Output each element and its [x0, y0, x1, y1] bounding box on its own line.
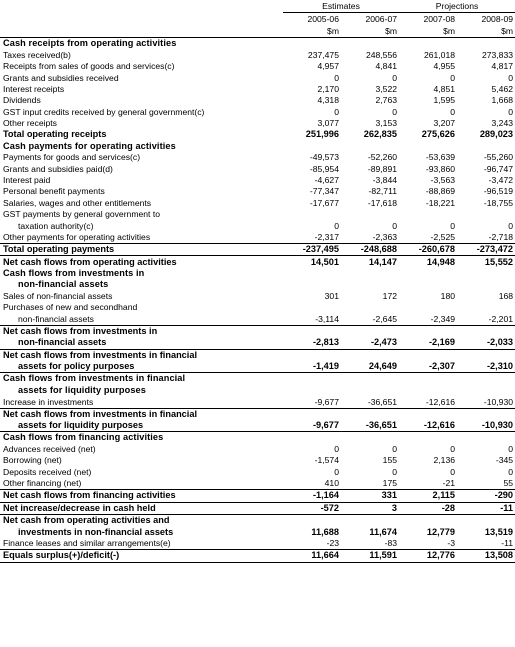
row-value: 3,243: [491, 118, 514, 129]
row-label: Personal benefit payments: [3, 186, 105, 197]
row-value: 0: [334, 220, 339, 231]
row-value: -10,930: [483, 396, 514, 407]
row-label: assets for policy purposes: [18, 361, 135, 372]
row-value: -12,616: [425, 396, 456, 407]
row-value: -21: [442, 478, 456, 489]
row-value: -96,519: [483, 186, 514, 197]
table-row: [0, 502, 515, 514]
row-value: -2,525: [430, 232, 456, 243]
row-label: Grants and subsidies received: [3, 72, 119, 83]
row-value: 11,674: [369, 526, 398, 537]
row-value: [457, 279, 515, 290]
unit-header-row: [0, 25, 515, 38]
row-label: non-financial assets: [18, 337, 107, 348]
row-value: 13,508: [457, 550, 515, 562]
table-row: [0, 420, 515, 432]
row-value: -52,260: [367, 152, 398, 163]
row-label: Purchases of new and secondhand: [3, 302, 138, 313]
row-value: [457, 515, 515, 527]
year-header: 2006-07: [365, 13, 398, 24]
row-value: -2,718: [488, 232, 514, 243]
row-value: [283, 408, 341, 420]
row-value: -93,860: [425, 163, 456, 174]
row-value: [399, 38, 457, 50]
row-value: -11: [457, 502, 515, 514]
table-row: [0, 220, 515, 231]
row-value: 3: [341, 502, 399, 514]
row-value: -12,616: [423, 419, 456, 430]
row-value: [341, 38, 399, 50]
row-value: -49,573: [309, 152, 339, 163]
row-label: Sales of non-financial assets: [3, 290, 113, 301]
row-value: -1,164: [283, 490, 341, 502]
row-label: Grants and subsidies paid(d): [3, 163, 113, 174]
header-blank: [0, 0, 283, 13]
row-value: [283, 209, 341, 220]
table-row: [0, 256, 515, 268]
table-row: [0, 515, 515, 527]
row-label: Other payments for operating activities: [3, 232, 151, 243]
row-label: Other financing (net): [3, 478, 82, 489]
row-value: 0: [508, 220, 514, 231]
row-value: [457, 38, 515, 50]
table-row: [0, 538, 515, 550]
row-label: GST input credits received by general government(c): [3, 106, 205, 117]
table-row: [0, 197, 515, 208]
row-value: -1,419: [312, 361, 339, 372]
row-value: 0: [392, 106, 398, 117]
row-value: [341, 385, 399, 396]
row-value: 5,462: [491, 83, 514, 94]
row-value: -572: [283, 502, 341, 514]
row-value: -2,310: [486, 361, 514, 372]
row-value: -237,495: [283, 244, 341, 256]
row-label: Deposits received (net): [3, 466, 92, 477]
table-row: [0, 244, 515, 256]
row-value: -53,639: [425, 152, 456, 163]
table-row: [0, 291, 515, 302]
row-label: Taxes received(b): [3, 49, 71, 60]
table-row: [0, 175, 515, 186]
row-value: [457, 432, 515, 444]
row-label: Cash receipts from operating activities: [3, 38, 177, 49]
table-row: [0, 152, 515, 163]
row-value: -85,954: [309, 163, 339, 174]
row-value: [283, 302, 341, 313]
row-value: 0: [392, 220, 398, 231]
table-row: [0, 408, 515, 420]
row-value: 0: [334, 106, 339, 117]
row-value: [341, 325, 399, 337]
row-value: -273,472: [457, 244, 515, 256]
row-value: -3,563: [430, 175, 456, 186]
row-value: -2,349: [430, 313, 456, 324]
row-value: -3: [447, 538, 456, 549]
table-row: [0, 279, 515, 290]
row-value: 14,501: [283, 256, 341, 268]
unit-header: $m: [399, 25, 457, 38]
row-value: -2,201: [488, 313, 514, 324]
projections-header: Projections: [399, 0, 515, 13]
row-value: -345: [495, 455, 514, 466]
row-value: [399, 408, 457, 420]
row-value: [399, 268, 457, 279]
row-label: assets for liquidity purposes: [18, 384, 146, 395]
row-label: Cash flows from financing activities: [0, 432, 283, 444]
row-value: 4,955: [433, 61, 456, 72]
row-value: 0: [450, 106, 456, 117]
row-value: 0: [450, 72, 456, 83]
year-header: 2005-06: [307, 13, 339, 24]
unit-header: $m: [341, 25, 399, 38]
table-row: [0, 478, 515, 490]
row-value: 12,779: [426, 526, 456, 537]
table-row: [0, 325, 515, 337]
row-value: 11,591: [341, 550, 399, 562]
table-body: [0, 38, 515, 563]
year-header-row: [0, 13, 515, 26]
row-value: 4,841: [375, 61, 398, 72]
table-row: [0, 141, 515, 152]
row-value: [457, 408, 515, 420]
row-value: 0: [508, 106, 514, 117]
row-value: [457, 349, 515, 361]
table-row: [0, 490, 515, 502]
row-value: -290: [457, 490, 515, 502]
row-value: [283, 515, 341, 527]
row-value: 168: [498, 290, 514, 301]
unit-header: $m: [457, 25, 515, 38]
table-row: [0, 361, 515, 373]
row-value: [341, 209, 399, 220]
table-row: [0, 550, 515, 562]
row-value: 172: [382, 290, 398, 301]
table-row: [0, 526, 515, 537]
row-label: taxation authority(c): [18, 220, 94, 231]
table-row: [0, 268, 515, 279]
row-value: 289,023: [479, 129, 514, 140]
row-value: -88,869: [425, 186, 456, 197]
table-row: [0, 95, 515, 106]
row-value: [341, 408, 399, 420]
row-value: 1,595: [433, 95, 456, 106]
row-value: [457, 141, 515, 152]
row-value: [341, 141, 399, 152]
row-label: Equals surplus(+)/deficit(-): [0, 550, 283, 562]
row-value: -9,677: [312, 419, 339, 430]
row-value: [283, 325, 341, 337]
row-value: -77,347: [309, 186, 339, 197]
row-value: 261,018: [423, 49, 456, 60]
table-row: [0, 118, 515, 129]
row-value: [399, 302, 457, 313]
row-value: 0: [392, 444, 398, 455]
row-value: -3,114: [315, 313, 339, 324]
row-value: 0: [508, 466, 514, 477]
row-value: -36,651: [365, 419, 398, 430]
row-value: -18,755: [483, 197, 514, 208]
row-value: 14,948: [399, 256, 457, 268]
row-value: -3,472: [488, 175, 514, 186]
row-value: 11,664: [283, 550, 341, 562]
row-value: [399, 515, 457, 527]
row-value: -1,574: [314, 455, 339, 466]
row-value: [283, 141, 341, 152]
row-value: 331: [341, 490, 399, 502]
row-value: -2,169: [428, 337, 456, 348]
row-label: Net cash flows from financing activities: [0, 490, 283, 502]
row-value: -2,473: [370, 337, 398, 348]
row-label: non-financial assets: [18, 279, 109, 290]
row-value: [457, 325, 515, 337]
row-label: Payments for goods and services(c): [3, 152, 141, 163]
row-value: 4,851: [433, 83, 456, 94]
row-label: Finance leases and similar arrangements(e): [3, 538, 171, 549]
row-value: 15,552: [457, 256, 515, 268]
row-label: investments in non-financial assets: [18, 526, 174, 537]
row-value: [399, 432, 457, 444]
row-label: Net cash flows from investments in financial: [0, 408, 283, 420]
table-row: [0, 337, 515, 349]
row-value: -11: [501, 538, 514, 549]
row-value: [457, 385, 515, 396]
row-value: 3,077: [317, 118, 339, 129]
row-value: 4,957: [317, 61, 339, 72]
row-value: [341, 268, 399, 279]
row-value: 180: [440, 290, 456, 301]
row-value: [457, 268, 515, 279]
row-value: -2,317: [314, 232, 339, 243]
row-value: [283, 373, 341, 385]
row-value: [457, 373, 515, 385]
row-value: -248,688: [341, 244, 399, 256]
table-row: [0, 38, 515, 50]
unit-header: $m: [283, 25, 341, 38]
row-value: 275,626: [421, 129, 456, 140]
row-value: [341, 373, 399, 385]
row-value: 55: [503, 478, 514, 489]
row-value: -23: [326, 538, 339, 549]
row-label: Net cash flows from investments in financial: [0, 349, 283, 361]
table-row: [0, 313, 515, 325]
row-value: 13,519: [484, 526, 514, 537]
row-value: -96,747: [483, 163, 514, 174]
row-value: 0: [508, 72, 514, 83]
row-value: 3,207: [433, 118, 456, 129]
row-value: -82,711: [368, 186, 398, 197]
row-value: [457, 302, 515, 313]
row-label: Increase in investments: [3, 396, 94, 407]
year-header: 2008-09: [481, 13, 514, 24]
table-row: [0, 209, 515, 220]
table-row: [0, 49, 515, 60]
row-value: 273,833: [481, 49, 514, 60]
row-value: [283, 349, 341, 361]
row-value: 262,835: [363, 129, 398, 140]
row-label: Borrowing (net): [3, 455, 62, 466]
table-row: [0, 302, 515, 313]
row-label: Receipts from sales of goods and services(c): [3, 61, 175, 72]
year-header: 2007-08: [423, 13, 456, 24]
row-value: -260,678: [399, 244, 457, 256]
row-value: [341, 515, 399, 527]
row-value: 4,817: [491, 61, 514, 72]
row-value: 2,763: [375, 95, 398, 106]
row-label: Net increase/decrease in cash held: [0, 502, 283, 514]
row-value: 0: [334, 466, 339, 477]
row-label: assets for liquidity purposes: [18, 419, 144, 430]
row-value: 0: [450, 466, 456, 477]
row-value: [341, 349, 399, 361]
row-value: 24,649: [368, 361, 398, 372]
row-value: 0: [392, 466, 398, 477]
row-value: 0: [334, 72, 339, 83]
row-label: Advances received (net): [3, 444, 96, 455]
row-value: [399, 385, 457, 396]
table-row: [0, 432, 515, 444]
table-row: [0, 129, 515, 140]
row-label: Salaries, wages and other entitlements: [3, 197, 152, 208]
row-value: -18,221: [425, 197, 456, 208]
row-value: 2,136: [433, 455, 456, 466]
row-value: 0: [450, 444, 456, 455]
row-value: [399, 325, 457, 337]
row-value: -2,307: [428, 361, 456, 372]
row-value: -2,813: [312, 337, 339, 348]
row-value: 251,996: [305, 129, 339, 140]
table-row: [0, 385, 515, 396]
row-value: -2,033: [486, 337, 514, 348]
row-value: [399, 373, 457, 385]
row-value: 4,318: [317, 95, 339, 106]
row-value: [283, 38, 341, 50]
row-label: Dividends: [3, 95, 41, 106]
table-row: [0, 72, 515, 83]
row-value: [399, 349, 457, 361]
row-value: [283, 279, 341, 290]
row-label: Cash payments for operating activities: [3, 140, 176, 151]
row-value: [399, 141, 457, 152]
row-value: 2,115: [399, 490, 457, 502]
row-label: Net cash flows from investments in: [0, 325, 283, 337]
row-value: [341, 302, 399, 313]
row-label: Total operating payments: [0, 244, 283, 256]
row-value: -17,618: [367, 197, 398, 208]
row-label: Net cash flows from operating activities: [0, 256, 283, 268]
row-label: Other receipts: [3, 118, 57, 129]
row-label: Interest paid: [3, 175, 51, 186]
estimates-header: Estimates: [283, 0, 399, 13]
row-value: -36,651: [367, 396, 398, 407]
row-value: [341, 279, 399, 290]
table-row: [0, 466, 515, 477]
row-value: 410: [324, 478, 339, 489]
row-value: 155: [382, 455, 398, 466]
row-value: 248,556: [365, 49, 398, 60]
row-label: non-financial assets: [18, 313, 94, 324]
row-value: -55,260: [483, 152, 514, 163]
row-label: GST payments by general government to: [3, 209, 160, 220]
row-label: Net cash from operating activities and: [0, 515, 283, 527]
table-row: [0, 349, 515, 361]
table-row: [0, 455, 515, 466]
row-value: -9,677: [314, 396, 339, 407]
row-value: 0: [392, 72, 398, 83]
column-group-header: [0, 0, 515, 13]
row-value: -3,844: [372, 175, 398, 186]
table-row: [0, 444, 515, 455]
row-value: 14,147: [341, 256, 399, 268]
row-value: 0: [334, 444, 339, 455]
row-value: 0: [508, 444, 514, 455]
row-value: [457, 209, 515, 220]
row-value: [399, 279, 457, 290]
row-value: -2,645: [372, 313, 398, 324]
row-label: Total operating receipts: [3, 129, 107, 140]
row-value: 175: [382, 478, 398, 489]
row-value: -17,677: [309, 197, 339, 208]
table-row: [0, 232, 515, 244]
row-value: -83: [384, 538, 398, 549]
row-value: [283, 268, 341, 279]
row-value: 11,688: [311, 526, 339, 537]
row-value: [341, 432, 399, 444]
row-label: Cash flows from investments in: [3, 267, 145, 278]
row-value: [283, 385, 341, 396]
row-value: [283, 432, 341, 444]
row-value: -4,627: [314, 175, 339, 186]
row-value: 2,170: [317, 83, 339, 94]
row-value: 1,668: [491, 95, 514, 106]
row-value: -89,891: [367, 163, 398, 174]
row-value: -2,363: [372, 232, 398, 243]
table-row: [0, 106, 515, 117]
row-value: 3,522: [375, 83, 398, 94]
row-value: 12,776: [399, 550, 457, 562]
row-value: -28: [399, 502, 457, 514]
table-row: [0, 84, 515, 95]
row-value: 301: [324, 290, 339, 301]
row-value: 237,475: [307, 49, 339, 60]
row-value: 3,153: [375, 118, 398, 129]
table-row: [0, 186, 515, 197]
row-value: [399, 209, 457, 220]
row-value: -10,930: [481, 419, 514, 430]
table-row: [0, 396, 515, 408]
row-label: Interest receipts: [3, 83, 65, 94]
table-row: [0, 61, 515, 72]
row-label: Cash flows from investments in financial: [0, 373, 283, 385]
table-row: [0, 373, 515, 385]
table-row: [0, 163, 515, 174]
row-value: 0: [450, 220, 456, 231]
